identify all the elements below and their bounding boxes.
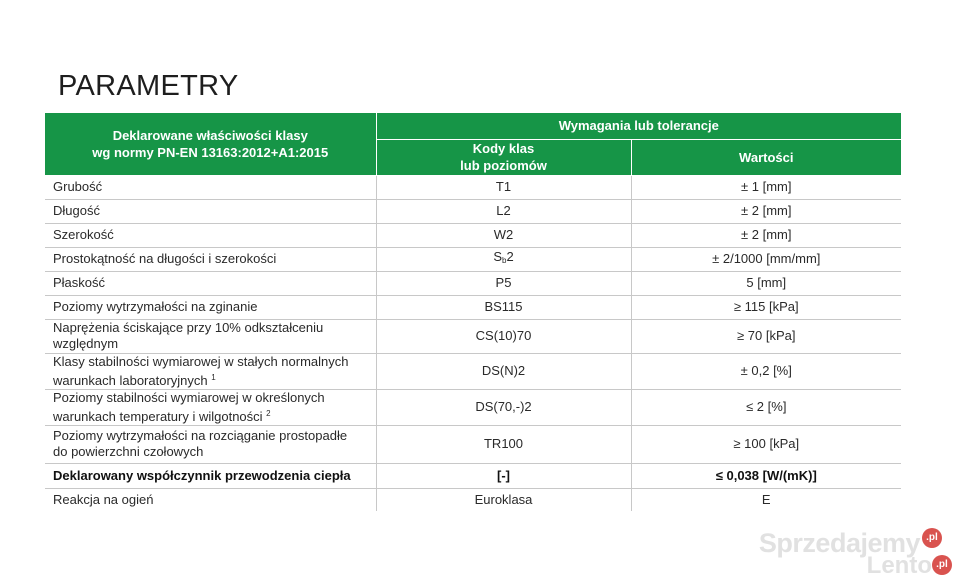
row-name-line1: Klasy stabilności wymiarowej w stałych normalnych xyxy=(53,353,349,369)
row-value: ± 0,2 [%] xyxy=(631,353,901,389)
row-value: ≥ 70 [kPa] xyxy=(631,319,901,353)
table-row xyxy=(45,389,901,425)
table-row xyxy=(45,295,901,319)
row-name: Grubość xyxy=(45,175,376,199)
watermark-badge: .pl xyxy=(922,528,942,548)
table-row xyxy=(45,488,901,511)
row-name-line2: warunkach temperatury i wilgotności xyxy=(53,408,263,424)
row-value: ≤ 2 [%] xyxy=(631,389,901,425)
watermark-lento: Lento xyxy=(866,552,932,579)
row-name xyxy=(45,353,376,389)
row-code: Euroklasa xyxy=(376,488,631,511)
row-code: CS(10)70 xyxy=(376,319,631,353)
row-value: ± 1 [mm] xyxy=(631,175,901,199)
footnote-marker: 2 xyxy=(266,408,271,418)
parameters-table xyxy=(45,113,901,511)
header-requirements: Wymagania lub tolerancje xyxy=(376,113,901,139)
page-title: PARAMETRY xyxy=(58,70,239,102)
header-values: Wartości xyxy=(631,139,901,175)
code-tail: 2 xyxy=(506,249,514,264)
row-code: TR100 xyxy=(376,425,631,463)
row-name-line2: warunkach laboratoryjnych xyxy=(53,372,208,388)
row-name: Prostokątność na długości i szerokości xyxy=(45,247,376,271)
row-code: T1 xyxy=(376,175,631,199)
row-name-line1: Poziomy stabilności wymiarowej w określonych xyxy=(53,389,325,405)
table-row xyxy=(45,271,901,295)
header-declared-properties xyxy=(45,113,376,175)
row-name xyxy=(45,389,376,425)
table-row xyxy=(45,353,901,389)
row-code: BS115 xyxy=(376,295,631,319)
code-subscript: b xyxy=(501,256,507,265)
row-name: Poziomy wytrzymałości na zginanie xyxy=(45,295,376,319)
table-row xyxy=(45,223,901,247)
row-value: 5 [mm] xyxy=(631,271,901,295)
row-value: ≤ 0,038 [W/(mK)] xyxy=(631,463,901,488)
table-row xyxy=(45,199,901,223)
table-row xyxy=(45,175,901,199)
row-name-line1: Poziomy wytrzymałości na rozciąganie prostopadłe xyxy=(53,428,348,443)
table-row xyxy=(45,463,901,488)
row-value: ± 2 [mm] xyxy=(631,223,901,247)
row-name xyxy=(45,319,376,353)
row-value: ± 2 [mm] xyxy=(631,199,901,223)
header-col1-line1: Deklarowane właściwości klasy xyxy=(112,127,308,143)
row-value: ≥ 100 [kPa] xyxy=(631,425,901,463)
header-col2-line1: Kody klas xyxy=(472,141,535,156)
row-code: P5 xyxy=(376,271,631,295)
watermark-badge: .pl xyxy=(932,555,952,575)
row-name-line2: do powierzchni czołowych xyxy=(53,444,204,459)
row-code: L2 xyxy=(376,199,631,223)
row-code: [-] xyxy=(376,463,631,488)
header-col2-line2: lub poziomów xyxy=(460,158,547,173)
row-name-line2: względnym xyxy=(53,336,119,351)
header-col1-line2: wg normy PN-EN 13163:2012+A1:2015 xyxy=(92,144,329,160)
row-code xyxy=(376,247,631,271)
row-code: DS(70,-)2 xyxy=(376,389,631,425)
code-main: S xyxy=(493,249,502,264)
row-name: Płaskość xyxy=(45,271,376,295)
row-name: Szerokość xyxy=(45,223,376,247)
row-name: Reakcja na ogień xyxy=(45,488,376,511)
row-code: DS(N)2 xyxy=(376,353,631,389)
row-name: Długość xyxy=(45,199,376,223)
footnote-marker: 1 xyxy=(211,372,216,382)
row-value: ≥ 115 [kPa] xyxy=(631,295,901,319)
row-name: Deklarowany współczynnik przewodzenia ciepła xyxy=(45,463,376,488)
row-code: W2 xyxy=(376,223,631,247)
watermark-sprzedajemy: Sprzedajemy xyxy=(758,528,920,558)
header-class-codes xyxy=(376,139,631,175)
row-name xyxy=(45,425,376,463)
row-name-line1: Naprężenia ściskające przy 10% odkształceniu xyxy=(53,320,324,335)
row-value: ± 2/1000 [mm/mm] xyxy=(631,247,901,271)
row-value: E xyxy=(761,491,771,507)
table-row xyxy=(45,319,901,353)
table-row xyxy=(45,247,901,271)
table-row xyxy=(45,425,901,463)
